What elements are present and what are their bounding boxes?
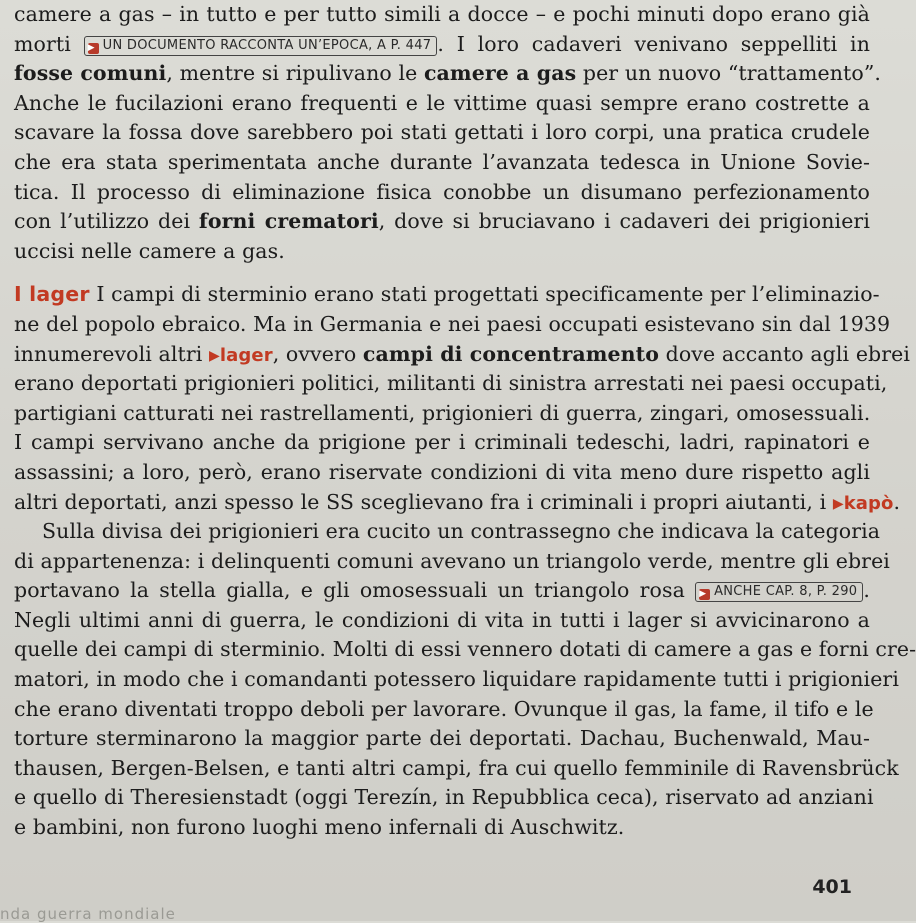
text-span: .	[893, 489, 901, 514]
text-line	[14, 695, 874, 725]
text-line	[14, 207, 870, 237]
cross-reference-label: ANCHE CAP. 8, P. 290	[714, 584, 858, 600]
text-span: e bambini, non furono luoghi meno infernali di Auschwitz.	[14, 815, 625, 840]
running-footer: nda guerra mondiale	[0, 905, 176, 923]
text-line	[14, 310, 891, 340]
section-title: I lager	[14, 282, 90, 307]
text-line	[14, 517, 881, 547]
text-line	[14, 488, 901, 518]
text-line	[14, 754, 899, 784]
bold-term: fosse comuni	[14, 61, 167, 86]
text-span: thausen, Bergen-Belsen, e tanti altri campi, fra cui quello femminile di Ravensbrück	[14, 755, 899, 780]
text-span: partigiani catturati nei rastrellamenti, prigionieri di guerra, zingari, omosessuali.	[14, 400, 871, 425]
text-line	[14, 369, 888, 399]
cross-reference-badge[interactable]	[695, 582, 863, 602]
text-line	[14, 813, 870, 843]
text-span: con l’utilizzo dei	[14, 209, 199, 234]
text-span: portavano la stella gialla, e gli omosessuali un triangolo rosa	[14, 578, 696, 603]
text-span: per un nuovo “trattamento”.	[576, 61, 882, 86]
text-line	[14, 428, 870, 458]
glossary-link-kapo[interactable]: kapò	[843, 492, 894, 514]
text-span: uccisi nelle camere a gas.	[14, 238, 285, 263]
glossary-link-lager[interactable]: lager	[219, 344, 273, 366]
text-span: , ovvero	[272, 341, 363, 366]
text-line	[14, 635, 916, 665]
text-span: che era stata sperimentata anche durante l’avanzata tedesca in Unione Sovie-	[14, 149, 870, 174]
text-span: scavare la fossa dove sarebbero poi stati gettati i loro corpi, una pratica crudele	[14, 120, 870, 145]
bold-term: camere a gas	[423, 61, 577, 86]
cross-reference-badge[interactable]	[84, 36, 438, 56]
text-line	[14, 399, 870, 429]
text-span: camere a gas – in tutto e per tutto simili a docce – e pochi minuti dopo erano già	[14, 2, 870, 26]
text-span: erano deportati prigionieri politici, militanti di sinistra arrestati nei paesi occupati,	[14, 371, 888, 396]
glossary-arrow-icon: ▶	[209, 347, 220, 364]
bold-term: forni crematori	[198, 209, 379, 234]
text-line	[14, 724, 870, 754]
text-line	[14, 148, 870, 178]
text-span: matori, in modo che i comandanti potessero liquidare rapidamente tutti i prigionieri	[14, 667, 899, 692]
text-span: , mentre si ripulivano le	[166, 61, 424, 86]
text-span: innumerevoli altri	[14, 341, 210, 366]
text-line	[14, 340, 911, 370]
text-span: I campi di sterminio erano stati progettati specificamente per l’eliminazio-	[89, 282, 880, 307]
cross-reference-icon: ▶	[699, 589, 710, 600]
text-line	[14, 783, 874, 813]
cross-reference-label: UN DOCUMENTO RACCONTA UN’EPOCA, A P. 447	[102, 37, 432, 53]
paragraph-gap	[14, 266, 870, 280]
text-span: , dove si bruciavano i cadaveri dei prigionieri	[378, 209, 870, 234]
text-line	[14, 178, 870, 208]
text-line	[14, 458, 870, 488]
text-span: assassini; a loro, però, erano riservate condizioni di vita meno dure rispetto agli	[14, 459, 870, 484]
text-span: dove accanto agli ebrei	[659, 341, 911, 366]
text-span: quelle dei campi di sterminio. Molti di essi vennero dotati di camere a gas e forni cre-	[14, 637, 916, 662]
text-span: . I loro cadaveri venivano seppelliti in	[437, 31, 870, 56]
text-span: che erano diventati troppo deboli per lavorare. Ovunque il gas, la fame, il tifo e le	[14, 696, 874, 721]
text-span: e quello di Theresienstadt (oggi Terezín, in Repubblica ceca), riservato ad anziani	[14, 785, 874, 810]
page-number: 401	[812, 876, 852, 898]
cross-reference-icon: ▶	[88, 43, 99, 54]
text-span: tica. Il processo di eliminazione fisica conobbe un disumano perfezionamento	[14, 179, 870, 204]
text-line	[14, 576, 870, 606]
text-line	[14, 665, 899, 695]
text-line	[14, 547, 890, 577]
text-span: di appartenenza: i delinquenti comuni avevano un triangolo verde, mentre gli ebrei	[14, 548, 890, 573]
text-span: I campi servivano anche da prigione per i criminali tedeschi, ladri, rapinatori e	[14, 430, 870, 455]
text-line	[14, 0, 870, 30]
text-line	[14, 606, 870, 636]
text-line	[14, 30, 870, 60]
text-span: torture sterminarono la maggior parte dei deportati. Dachau, Buchenwald, Mau-	[14, 726, 870, 751]
text-span: morti	[14, 31, 71, 56]
text-line	[14, 280, 880, 310]
bold-term: campi di concentramento	[362, 341, 660, 366]
body-text	[14, 0, 916, 843]
glossary-arrow-icon: ▶	[832, 495, 844, 512]
text-span: altri deportati, anzi spesso le SS sceglievano fra i criminali i propri aiutanti, i	[14, 489, 833, 514]
text-line	[14, 89, 870, 119]
text-span: Negli ultimi anni di guerra, le condizioni di vita in tutti i lager si avvicinarono a	[14, 607, 870, 632]
text-span: ne del popolo ebraico. Ma in Germania e nei paesi occupati esistevano sin dal 1939	[14, 311, 891, 336]
text-span: Sulla divisa dei prigionieri era cucito un contrassegno che indicava la categoria	[42, 519, 881, 544]
text-line	[14, 59, 882, 89]
text-line	[14, 118, 870, 148]
text-line	[14, 237, 870, 267]
text-span: .	[863, 578, 870, 603]
text-span: Anche le fucilazioni erano frequenti e le vittime quasi sempre erano costrette a	[14, 90, 870, 115]
